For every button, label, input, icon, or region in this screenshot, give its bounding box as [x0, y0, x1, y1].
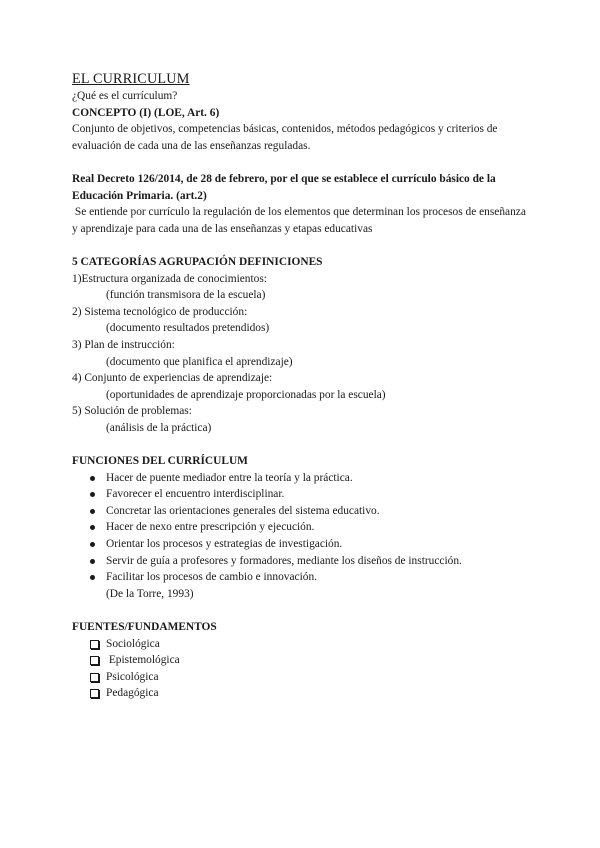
fuentes-list [72, 636, 532, 702]
list-item [90, 519, 532, 536]
categoria-note: (función transmisora de la escuela) [106, 289, 266, 302]
list-item [90, 669, 532, 686]
categoria-label: 4) Conjunto de experiencias de aprendizaje: [72, 372, 273, 385]
spacer [72, 154, 532, 171]
funciones-heading: FUNCIONES DEL CURRÍCULUM [72, 455, 248, 468]
spacer [72, 602, 532, 619]
list-item [90, 553, 532, 570]
list-item [90, 503, 532, 520]
categoria-note: (análisis de la práctica) [106, 421, 212, 434]
list-item-text: Servir de guía a profesores y formadores, mediante los diseños de instrucción. [106, 554, 462, 567]
categoria-label: 1)Estructura organizada de conocimientos: [72, 272, 267, 285]
bullet-icon [90, 575, 95, 580]
document-page [72, 70, 532, 702]
concepto-text: Conjunto de objetivos, competencias básicas, contenidos, métodos pedagógicos y criterios de evaluación de cada una de las enseñanzas reguladas. [72, 123, 498, 152]
list-item [90, 685, 532, 702]
list-item-text: Concretar las orientaciones generales del sistema educativo. [106, 504, 380, 517]
list-item [90, 486, 532, 503]
list-item [90, 636, 532, 653]
list-item [90, 652, 532, 669]
list-item-text: Pedagógica [106, 687, 159, 700]
list-item-text: Orientar los procesos y estrategias de investigación. [106, 538, 343, 551]
spacer [72, 237, 532, 254]
checkbox-bullet-icon [90, 656, 99, 665]
fuentes-heading: FUENTES/FUNDAMENTOS [72, 621, 217, 633]
bullet-icon [90, 509, 95, 514]
funciones-list [72, 470, 532, 586]
bullet-icon [90, 559, 95, 564]
categoria-label: 2) Sistema tecnológico de producción: [72, 305, 248, 318]
categorias-list [72, 271, 532, 437]
checkbox-bullet-icon [90, 640, 99, 649]
checkbox-bullet-icon [90, 673, 99, 682]
decreto-heading: Real Decreto 126/2014, de 28 de febrero, por el que se establece el currículo básico de la Educación Primaria. (art.2) [72, 172, 496, 202]
categorias-heading: 5 CATEGORÍAS AGRUPACIÓN DEFINICIONES [72, 255, 323, 268]
checkbox-bullet-icon [90, 689, 99, 698]
categoria-label: 5) Solución de problemas: [72, 405, 192, 418]
list-item-text: Hacer de nexo entre prescripción y ejecución. [106, 521, 315, 534]
bullet-icon [90, 476, 95, 481]
categoria-note: (documento resultados pretendidos) [106, 322, 270, 335]
spacer [72, 436, 532, 453]
list-item [90, 470, 532, 487]
list-item-text: Favorecer el encuentro interdisciplinar. [106, 488, 285, 501]
concepto-heading: CONCEPTO (I) (LOE, Art. 6) [72, 106, 220, 119]
list-item-text: Hacer de puente mediador entre la teoría y la práctica. [106, 471, 353, 484]
list-item [90, 569, 532, 586]
list-item [90, 536, 532, 553]
question-text: ¿Qué es el currículum? [72, 90, 178, 102]
categoria-note: (documento que planifica el aprendizaje) [106, 355, 293, 368]
decreto-text: Se entiende por currículo la regulación de los elementos que determinan los procesos de enseñanza y aprendizaje para cada una de las enseñanzas y etapas educativas [72, 206, 529, 235]
page-title: EL CURRICULUM [72, 71, 190, 87]
bullet-icon [90, 525, 95, 530]
list-item-text: Facilitar los procesos de cambio e innovación. [106, 571, 317, 584]
categoria-label: 3) Plan de instrucción: [72, 338, 175, 351]
funciones-citation: (De la Torre, 1993) [106, 587, 194, 600]
bullet-icon [90, 542, 95, 547]
list-item-text: Psicológica [106, 670, 159, 683]
bullet-icon [90, 492, 95, 497]
categoria-note: (oportunidades de aprendizaje proporcionadas por la escuela) [106, 388, 386, 401]
list-item-text: Epistemológica [106, 654, 180, 667]
list-item-text: Sociológica [106, 637, 160, 650]
